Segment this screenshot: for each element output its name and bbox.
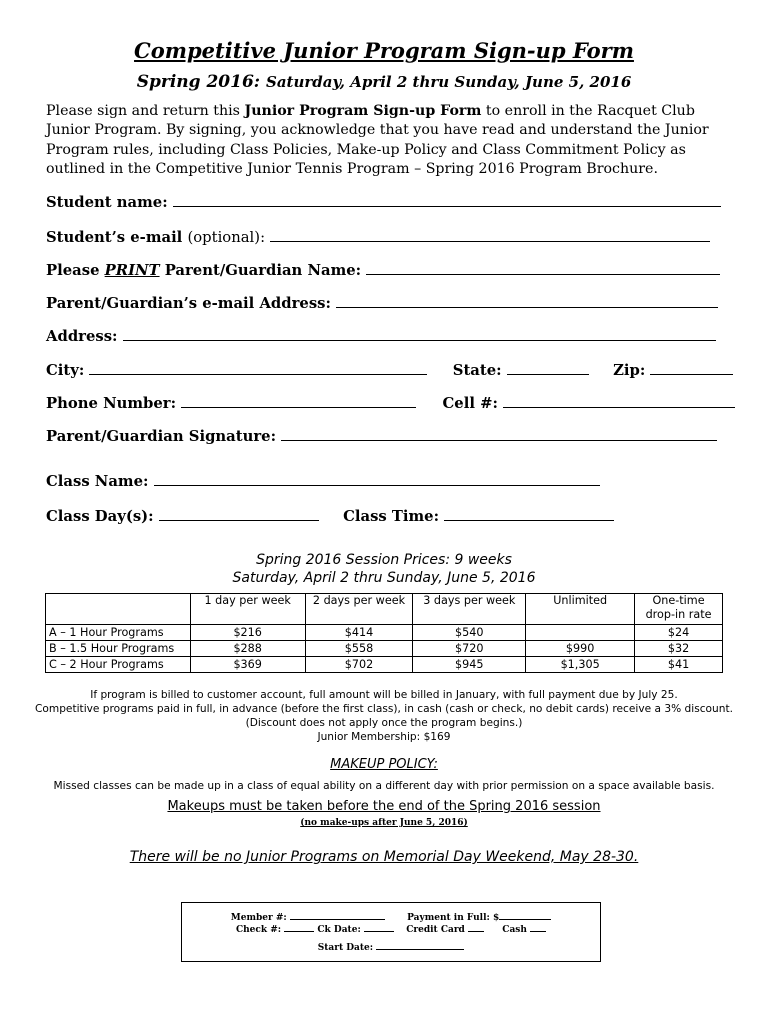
price-cell: $414 <box>305 625 413 641</box>
student-email-label: Student’s e-mail <box>46 229 188 246</box>
start-date-field[interactable] <box>376 941 464 950</box>
address-label: Address: <box>46 328 118 345</box>
price-cell: $990 <box>526 641 635 657</box>
makeup-deadline: Makeups must be taken before the end of the Spring 2016 session <box>167 799 601 814</box>
guardian-name-row <box>46 262 720 279</box>
billing-note-1: If program is billed to customer account, full amount will be billed in January, with full payment due by July 25. <box>90 689 678 701</box>
form-title: Competitive Junior Program Sign-up Form <box>134 38 634 63</box>
payment-in-full-field[interactable] <box>499 911 551 920</box>
prices-header-row <box>46 594 723 625</box>
student-name-label: Student name: <box>46 194 168 211</box>
state-label: State: <box>452 362 502 379</box>
program-name-cell: C – 2 Hour Programs <box>46 657 191 673</box>
makeup-policy-text: Missed classes can be made up in a class of equal ability on a different day with prior permission on a space available basis. <box>53 780 715 792</box>
price-cell <box>526 625 635 641</box>
price-cell: $945 <box>413 657 526 673</box>
prices-header-cell: 3 days per week <box>413 594 526 625</box>
price-cell: $369 <box>190 657 305 673</box>
check-date-field[interactable] <box>364 923 394 932</box>
prices-header-cell: Unlimited <box>526 594 635 625</box>
city-field[interactable] <box>89 362 427 375</box>
check-date-label: Ck Date: <box>317 925 361 935</box>
price-cell: $41 <box>635 657 723 673</box>
student-name-row <box>46 194 721 211</box>
class-name-field[interactable] <box>154 473 600 486</box>
session-prices-line2: Saturday, April 2 thru Sunday, June 5, 2016 <box>232 570 536 586</box>
office-line-3 <box>182 941 600 953</box>
class-name-row <box>46 473 600 490</box>
session-prices-line1: Spring 2016 Session Prices: 9 weeks <box>256 552 512 568</box>
intro-text-1: Please sign and return this <box>46 103 245 119</box>
signature-field[interactable] <box>281 428 717 441</box>
season-dates: Saturday, April 2 thru Sunday, June 5, 2016 <box>265 73 632 91</box>
junior-membership-note: Junior Membership: $169 <box>317 731 451 743</box>
program-name-cell: B – 1.5 Hour Programs <box>46 641 191 657</box>
zip-label: Zip: <box>613 362 646 379</box>
prices-header-cell: 2 days per week <box>305 594 413 625</box>
class-name-label: Class Name: <box>46 473 149 490</box>
memorial-day-notice: There will be no Junior Programs on Memorial Day Weekend, May 28-30. <box>129 849 639 865</box>
price-cell: $32 <box>635 641 723 657</box>
billing-note-3: (Discount does not apply once the program begins.) <box>245 717 523 729</box>
check-number-field[interactable] <box>284 923 314 932</box>
class-time-label: Class Time: <box>343 508 440 525</box>
student-email-optional: (optional): <box>187 229 266 246</box>
phone-field[interactable] <box>181 395 416 408</box>
address-field[interactable] <box>123 328 716 341</box>
guardian-name-label-pre: Please <box>46 262 105 279</box>
signature-label: Parent/Guardian Signature: <box>46 428 277 445</box>
guardian-name-label-post: Parent/Guardian Name: <box>159 262 362 279</box>
billing-notes <box>0 688 768 744</box>
cell-field[interactable] <box>503 395 735 408</box>
makeup-policy-title: MAKEUP POLICY: <box>330 757 438 772</box>
credit-card-field[interactable] <box>468 923 484 932</box>
check-number-label: Check #: <box>235 925 282 935</box>
student-email-field[interactable] <box>270 229 710 242</box>
city-label: City: <box>46 362 85 379</box>
price-cell: $558 <box>305 641 413 657</box>
intro-form-name: Junior Program Sign-up Form <box>244 103 482 119</box>
intro-text-2: to enroll in the Racquet Club Junior Program. By signing, you acknowledge that you have read and understand the Junior Program rules, including Class Policies, Make-up Policy and Class Commitment Policy as outlined in the Competitive Junior Tennis Program – Spring 2016 Program Brochure. <box>46 103 709 178</box>
prices-header-cell: 1 day per week <box>190 594 305 625</box>
guardian-email-label: Parent/Guardian’s e-mail Address: <box>46 295 331 312</box>
cash-field[interactable] <box>530 923 546 932</box>
cell-label: Cell #: <box>442 395 498 412</box>
guardian-name-field[interactable] <box>366 262 720 275</box>
prices-table <box>45 593 723 673</box>
class-day-time-row <box>46 508 614 525</box>
state-field[interactable] <box>507 362 589 375</box>
cash-label: Cash <box>502 925 527 935</box>
class-days-field[interactable] <box>159 508 319 521</box>
office-line-2 <box>182 923 600 935</box>
credit-card-label: Credit Card <box>406 925 465 935</box>
signature-row <box>46 428 717 445</box>
makeup-deadline-note: (no make-ups after June 5, 2016) <box>300 818 468 828</box>
price-cell: $720 <box>413 641 526 657</box>
class-time-field[interactable] <box>444 508 614 521</box>
prices-header-cell: One-time drop-in rate <box>635 594 723 625</box>
form-subtitle <box>0 72 768 92</box>
student-email-row <box>46 229 710 246</box>
address-row <box>46 328 716 345</box>
member-number-field[interactable] <box>290 911 385 920</box>
office-line-1 <box>182 911 600 923</box>
price-cell: $702 <box>305 657 413 673</box>
price-cell: $24 <box>635 625 723 641</box>
start-date-label: Start Date: <box>317 943 374 953</box>
session-prices-heading <box>0 551 768 587</box>
zip-field[interactable] <box>650 362 733 375</box>
guardian-email-field[interactable] <box>336 295 718 308</box>
guardian-name-print: PRINT <box>104 262 160 279</box>
office-use-box <box>181 902 601 962</box>
season-label: Spring 2016: <box>136 72 261 92</box>
price-cell: $216 <box>190 625 305 641</box>
phone-label: Phone Number: <box>46 395 177 412</box>
intro-paragraph <box>46 102 736 180</box>
payment-in-full-label: Payment in Full: $ <box>407 913 500 923</box>
program-name-cell: A – 1 Hour Programs <box>46 625 191 641</box>
city-state-zip-row <box>46 362 733 379</box>
student-name-field[interactable] <box>173 194 721 207</box>
phone-row <box>46 395 735 412</box>
guardian-email-row <box>46 295 718 312</box>
member-number-label: Member #: <box>230 913 287 923</box>
price-cell: $288 <box>190 641 305 657</box>
table-row <box>46 641 723 657</box>
price-cell: $540 <box>413 625 526 641</box>
billing-note-2: Competitive programs paid in full, in advance (before the first class), in cash (cash or check, no debit cards) receive a 3% discount. <box>35 703 733 715</box>
table-row <box>46 657 723 673</box>
class-days-label: Class Day(s): <box>46 508 154 525</box>
price-cell: $1,305 <box>526 657 635 673</box>
prices-header-cell <box>46 594 191 625</box>
table-row <box>46 625 723 641</box>
